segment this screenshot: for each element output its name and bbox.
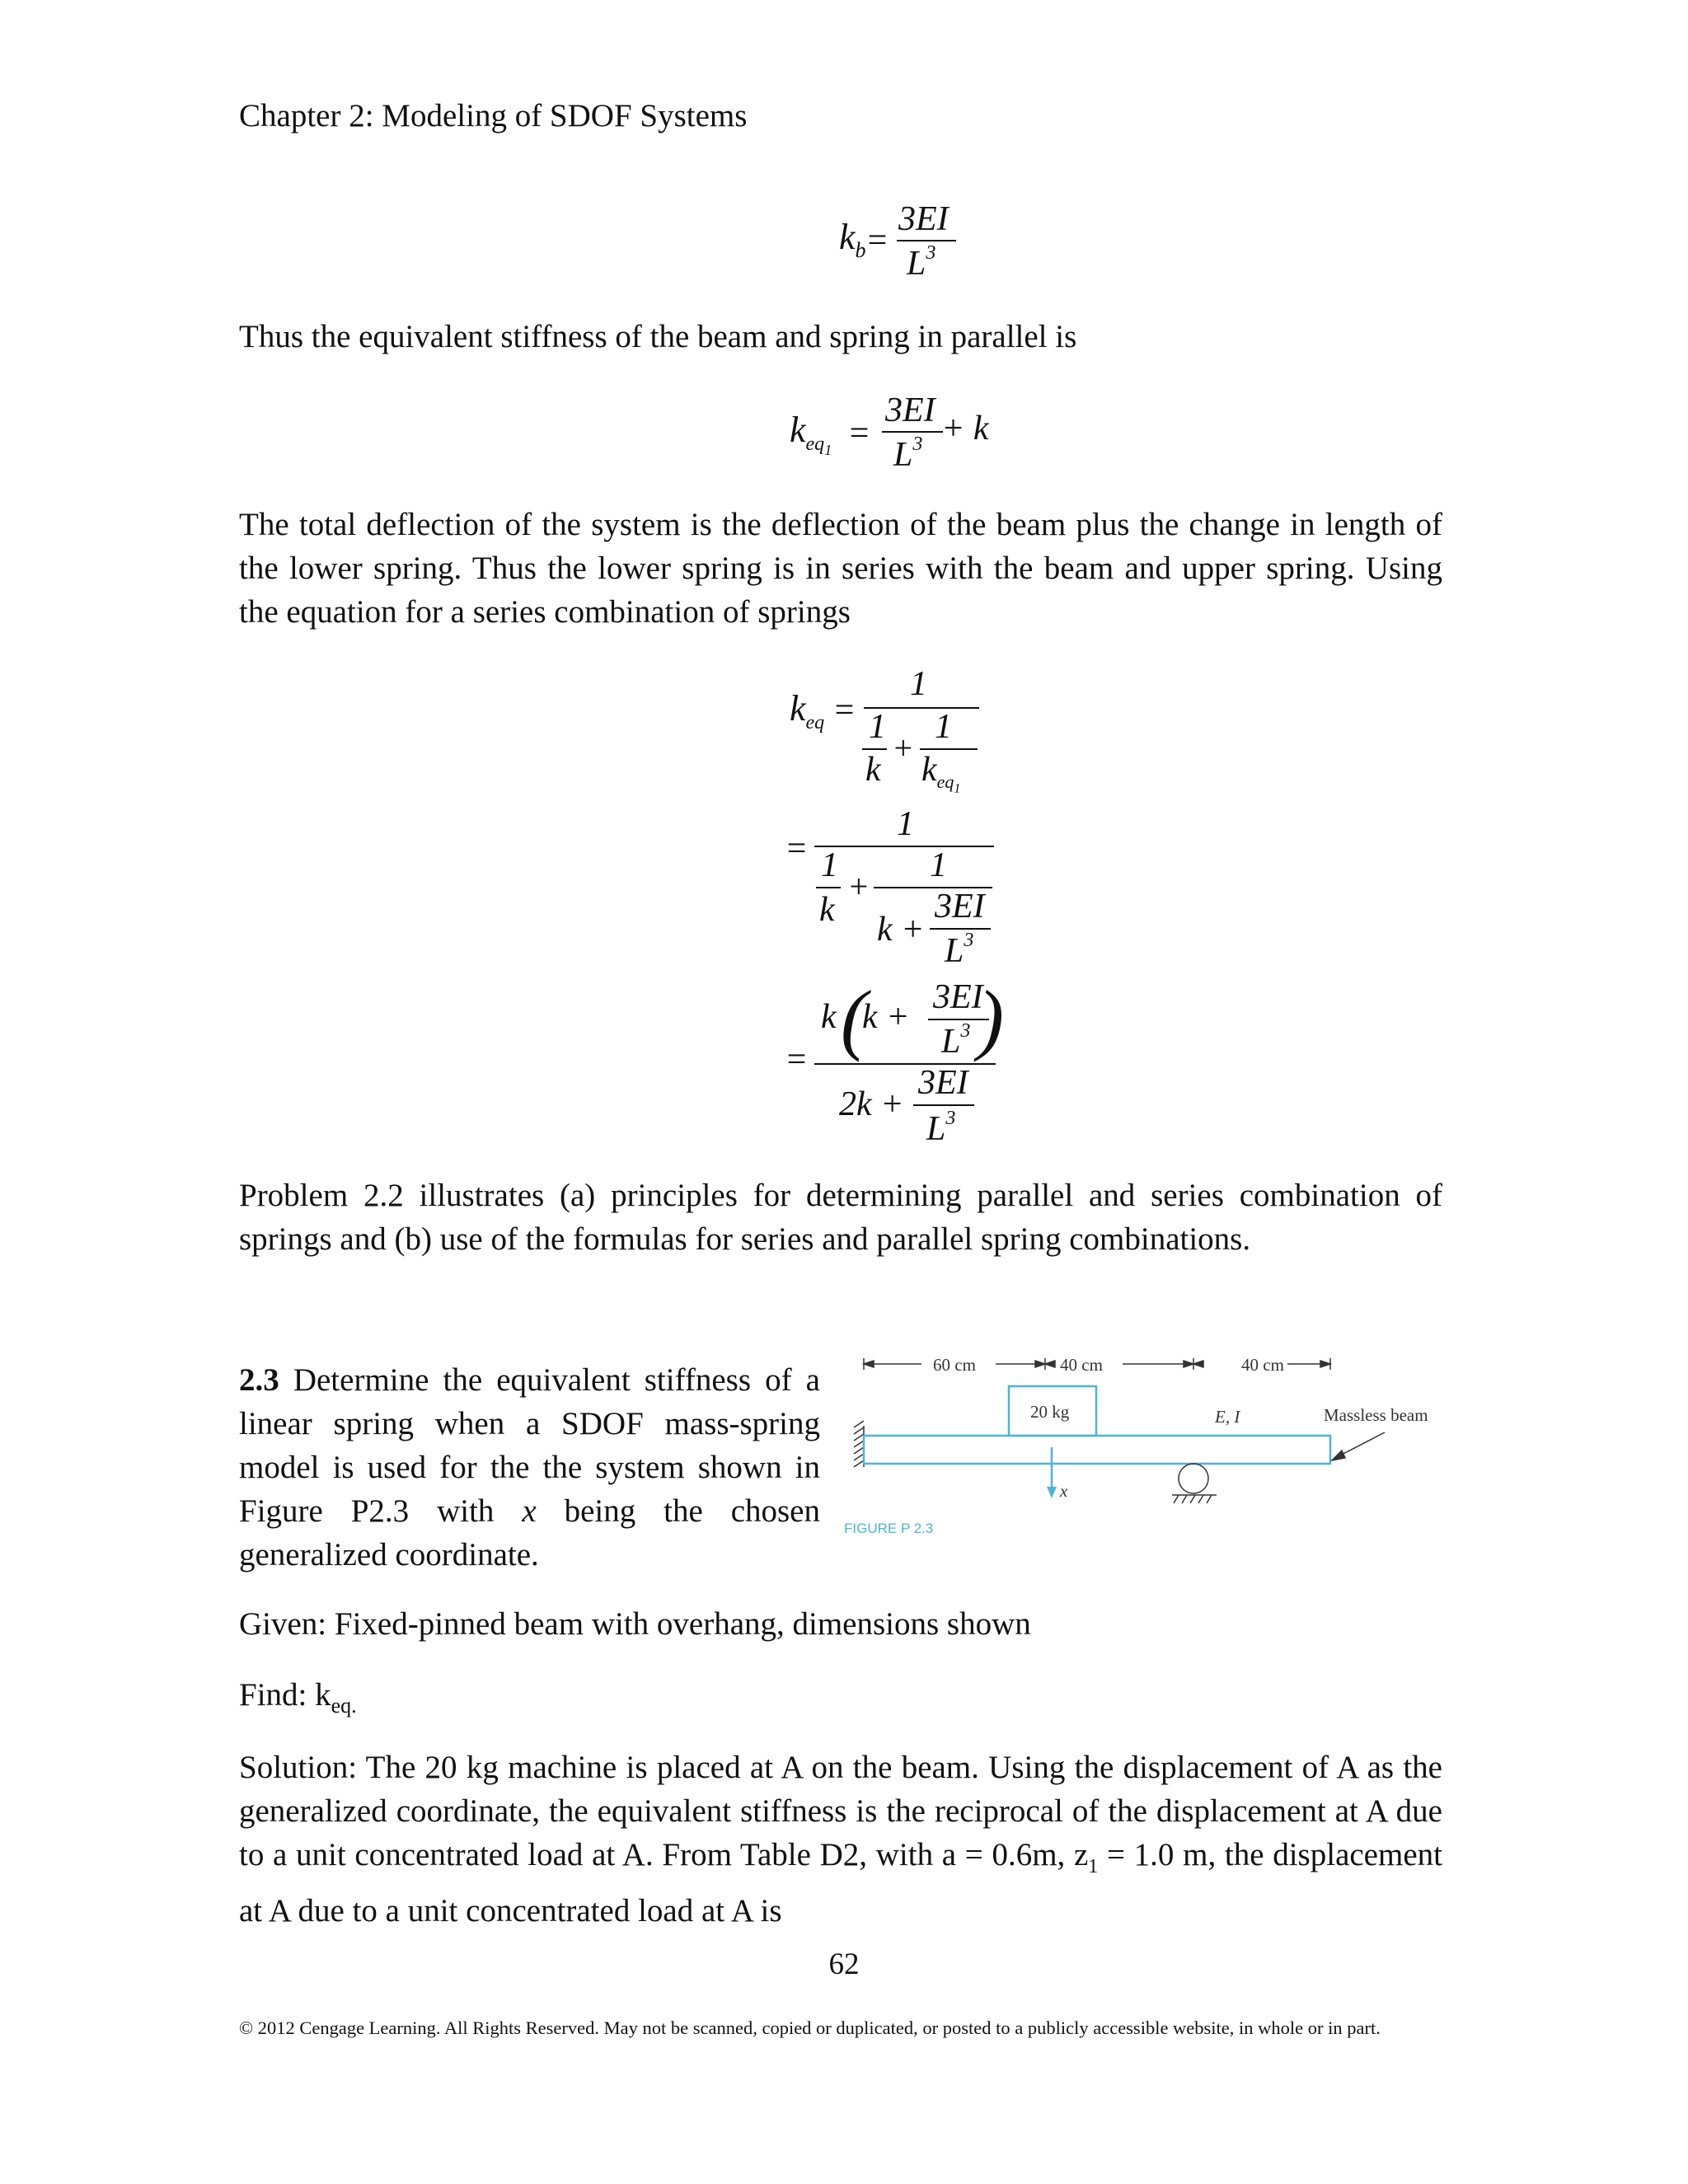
eq1-numerator: 3EI (898, 200, 949, 238)
eq3-l3-open-paren: ( (841, 974, 867, 1062)
problem-text: Determine the equivalent stiffness of a linear spring when a SDOF mass-spring model is used for the the system shown in Figure P2.3 with (239, 1362, 820, 1529)
eq3-l3-main-bar (814, 1063, 996, 1065)
eq3-l1-one-a: 1 (869, 708, 886, 746)
dimension-40cm-a: 40 cm (1060, 1355, 1103, 1375)
eq3-l1-k: k (865, 751, 881, 789)
paragraph-problem-2-2: Problem 2.2 illustrates (a) principles for determining parallel and series combination of springs and (b) use of the formulas for series and parallel spring combinations. (239, 1178, 1442, 1257)
eq2-lhs: $k_{eq_1}$ (790, 410, 832, 458)
eq3-l2-num: 1 (897, 805, 914, 843)
eq3-equals-1: = (832, 691, 856, 729)
eq3-l1-plus: + (892, 729, 914, 766)
eq3-l2-one-a: 1 (821, 846, 838, 884)
eq3-l3-k: k (821, 998, 837, 1036)
eq3-l1-keq1: $k_{eq_1}$ (921, 751, 961, 796)
chapter-header: Chapter 2: Modeling of SDOF Systems (239, 98, 748, 134)
eq3-equals-3: = (785, 1041, 809, 1079)
problem-2-3-statement (239, 1358, 820, 1577)
eq3-l3-close-paren: ) (978, 974, 1004, 1062)
paragraph-series: The total deflection of the system is the deflection of the beam plus the change in length of the lower spring. Thus the lower spring is in series with the beam and upper spring. Using the equation for a series combination of springs (239, 507, 1442, 630)
eq2-numerator: 3EI (885, 391, 935, 429)
solution-paragraph: Solution: The 20 kg machine is placed at A on the beam. Using the displacement of A as the generalized coordinate, the equivalent stiffness is the reciprocal of the displacement at A due to a unit concentrated load at A. From Table D2, with a = 0.6m, $z_1 = 1.0$ m, the displacement at A due to a unit concentrated load at A is (239, 1750, 1442, 1929)
eq3-l2-k: k (819, 891, 835, 929)
massless-beam (864, 1436, 1330, 1464)
coordinate-arrow (1047, 1447, 1057, 1498)
eq3-l2-main-bar (814, 846, 994, 847)
eq3-l3-l3-b: $L^3$ (926, 1108, 956, 1148)
eq3-l2-one-b: 1 (930, 846, 947, 884)
eq3-l1-one-b: 1 (935, 708, 952, 746)
eq3-l3-3ei-a: 3EI (933, 978, 983, 1016)
figure-p2-3 (832, 1335, 1459, 1566)
problem-number: 2.3 (239, 1362, 279, 1398)
eq1-fraction-bar (897, 240, 956, 241)
eq2-plus-k: + k (941, 410, 989, 448)
problem-coordinate: x (522, 1493, 537, 1529)
figure-caption: FIGURE P 2.3 (844, 1521, 934, 1536)
eq2-fraction-bar (882, 431, 943, 433)
eq3-lhs: $k_{eq}$ (790, 688, 825, 733)
eq3-l2-3ei: 3EI (935, 888, 985, 926)
coordinate-label: x (1060, 1481, 1068, 1501)
beam-pointer-arrow (1332, 1432, 1385, 1460)
beam-properties-label: E, I (1215, 1407, 1240, 1427)
given-line: Given: Fixed-pinned beam with overhang, dimensions shown (239, 1606, 1031, 1642)
eq3-l3-2k-plus: 2k + (839, 1085, 904, 1123)
eq3-l1-num: 1 (910, 665, 927, 703)
eq1-denominator: $L^3$ (907, 242, 936, 283)
eq3-equals-2: = (785, 830, 809, 868)
eq2-denominator: $L^3$ (893, 434, 923, 474)
problem-text-end: being the chosen generalized coordinate. (239, 1493, 820, 1572)
dimension-60cm: 60 cm (933, 1355, 976, 1375)
eq1-equals: = (865, 222, 889, 260)
eq1-lhs: $k_b$ (839, 217, 866, 262)
eq3-l2-bar-c (930, 928, 991, 930)
eq3-l2-l3: $L^3$ (945, 930, 974, 970)
pin-support (1172, 1464, 1217, 1503)
eq3-l3-k-plus: k + (862, 998, 910, 1036)
eq2-equals: = (847, 415, 871, 452)
eq3-l3-3ei-b: 3EI (918, 1064, 968, 1102)
page-number: 62 (828, 1947, 860, 1981)
eq3-l2-plus: + (847, 868, 870, 905)
eq3-l2-bar-a (816, 887, 841, 888)
fixed-support (854, 1421, 864, 1467)
massless-beam-label: Massless beam (1324, 1405, 1428, 1425)
mass-label: 20 kg (1030, 1402, 1070, 1422)
copyright-notice: © 2012 Cengage Learning. All Rights Reserved. May not be scanned, copied or duplicated, or posted to a publicly accessible website, in whole or in part. (239, 2018, 1381, 2038)
eq3-l2-k-plus: k + (877, 911, 925, 949)
eq3-l3-l3-a: $L^3$ (941, 1020, 971, 1061)
dimension-40cm-b: 40 cm (1241, 1355, 1284, 1375)
find-line: Find: $k_{eq.}$ (239, 1677, 357, 1718)
paragraph-parallel: Thus the equivalent stiffness of the beam and spring in parallel is (239, 319, 1077, 354)
eq3-l3-bar-b (913, 1104, 974, 1106)
